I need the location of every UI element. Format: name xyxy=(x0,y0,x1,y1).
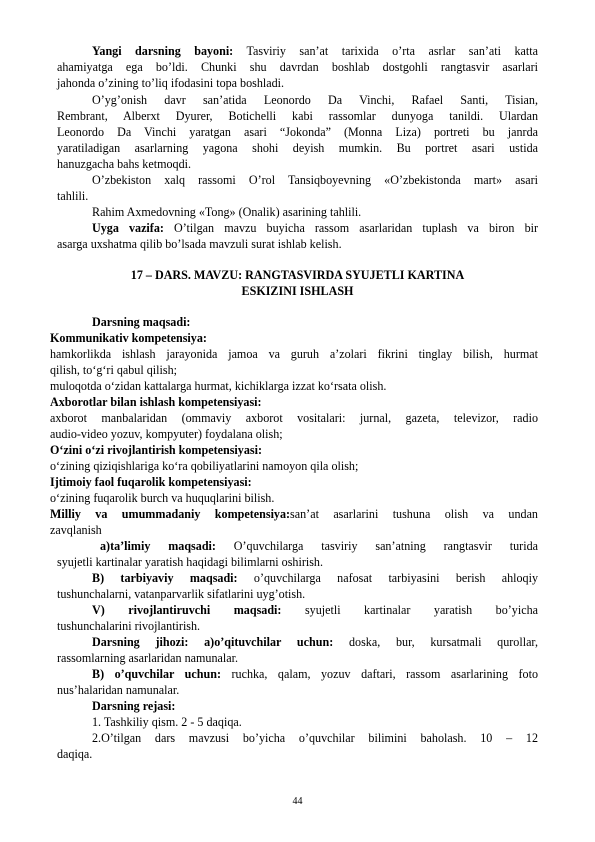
text: O’tilgan mavzu buyicha rassom asarlaridan tuplash va biron bir xyxy=(174,221,539,235)
homework-line-1 xyxy=(92,221,538,237)
text: san’at asarlarini tushuna olish va undan xyxy=(290,507,538,521)
aim-b-line-1 xyxy=(92,571,538,587)
text-line: jahonda o’zining to’liq ifodasini topa boshladi. xyxy=(57,76,285,90)
lesson-heading-line-2: ESKIZINI ISHLASH xyxy=(241,284,354,298)
national-title: Milliy va umummadaniy kompetensiya: xyxy=(50,507,291,521)
lesson-heading-line-1: 17 – DARS. MAVZU: RANGTASVIRDA SYUJETLI KARTINA xyxy=(130,268,465,282)
text-line: asarga uxshatma qilib bo’lsada mavzuli surat ishlab kelish. xyxy=(57,237,342,251)
text-line: muloqotda o‘zidan kattalarga hurmat, kichiklarga izzat ko‘rsata olish. xyxy=(50,379,387,393)
national-line-1 xyxy=(50,507,538,523)
text-line: hamkorlikda ishlash jarayonida jamoa va guruh a’zolari fikrini tinglay bilish, hurmat xyxy=(50,347,538,361)
text-line: O’zbekiston xalq rassomi O’rol Tansiqboyevning «O’zbekistonda mart» asari xyxy=(92,173,538,187)
social-title: Ijtimoiy faol fuqarolik kompetensiyasi: xyxy=(50,475,252,489)
text: ruchka, qalam, yozuv daftari, rassom asarlarining foto xyxy=(231,667,538,681)
text-line: tushunchalarni, vatanparvarlik sifatlarini uyg’otish. xyxy=(57,587,306,601)
equipment-b-label: B) o’quvchilar uchun: xyxy=(92,667,221,681)
aim-b-label: B) tarbiyaviy maqsadi: xyxy=(92,571,238,585)
plan-title: Darsning rejasi: xyxy=(92,699,176,713)
page-number: 44 xyxy=(292,796,303,807)
text: O’quvchilarga tasviriy san’atning rangtasvir turida xyxy=(233,539,538,553)
label-new-lesson: Yangi darsning bayoni: xyxy=(92,44,234,58)
aim-a-label: a)ta’limiy maqsadi: xyxy=(100,539,216,553)
text-line: Rahim Axmedovning «Tong» (Onalik) asarining tahlili. xyxy=(92,205,362,219)
self-dev-title: O‘zini o‘zi rivojlantirish kompetensiyasi: xyxy=(50,443,262,457)
text-line: o‘zining qiziqishlariga ko‘ra qobiliyatlarini namoyon qila olish; xyxy=(50,459,359,473)
equipment-b-line-1 xyxy=(92,667,538,683)
text-line: tushunchalarini rivojlantirish. xyxy=(57,619,201,633)
text-line: Leonordo Da Vinchi yaratgan asari “Jokonda” (Monna Liza) portreti bu janrda xyxy=(57,125,538,139)
equipment-a-label: Darsning jihozi: a)o’qituvchilar uchun: xyxy=(92,635,334,649)
text-line: ahamiyatga ega bo’ldi. Chunki shu davrdan boshlab dostgohli rangtasvir asarlari xyxy=(57,60,538,74)
text-line: nus’halaridan namunalar. xyxy=(57,683,180,697)
text: syujetli kartinalar yaratish bo’yicha xyxy=(304,603,538,617)
plan-item-1: 1. Tashkiliy qism. 2 - 5 daqiqa. xyxy=(92,715,242,729)
text-line: daqiqa. xyxy=(57,747,93,761)
aim-v-line-1 xyxy=(92,603,538,619)
text-line: hanuzgacha bahs ketmoqdi. xyxy=(57,157,191,171)
text: o’quvchilarga nafosat tarbiyasini berish ahloqiy xyxy=(253,571,538,585)
text-line: rassomlarning asarlaridan namunalar. xyxy=(57,651,239,665)
text-line: o‘zining fuqarolik burch va huquqlarini bilish. xyxy=(50,491,275,505)
text: doska, bur, kursatmali qurollar, xyxy=(348,635,539,649)
komm-title: Kommunikativ kompetensiya: xyxy=(50,331,207,345)
paragraph-new-lesson-line-1 xyxy=(92,44,538,60)
text-line: tahlili. xyxy=(57,189,89,203)
plan-item-2: 2.O’tilgan dars mavzusi bo’yicha o’quvchilar bilimini baholash. 10 – 12 xyxy=(92,731,538,745)
text-line: zavqlanish xyxy=(50,523,102,537)
equipment-line-1 xyxy=(92,635,538,651)
text-line: Rembrant, Alberxt Dyurer, Botichelli kabi rassomlar dunyoga tanildi. Ulardan xyxy=(57,109,538,123)
aim-v-label: V) rivojlantiruvchi maqsadi: xyxy=(92,603,282,617)
text-line: audio-video yozuv, kompyuter) foydalana olish; xyxy=(50,427,283,441)
text-line: qilish, to‘g‘ri qabul qilish; xyxy=(50,363,177,377)
axb-title: Axborotlar bilan ishlash kompetensiyasi: xyxy=(50,395,262,409)
text: Tasviriy san’at tarixida o’rta asrlar san’ati katta xyxy=(246,44,538,58)
text-line: syujetli kartinalar yaratish haqidagi bilimlarni oshirish. xyxy=(57,555,324,569)
text-line: yaratiladigan asarlarning yagona shohi deyish mumkin. Bu portret asari ustida xyxy=(57,141,538,155)
goals-title: Darsning maqsadi: xyxy=(92,315,191,329)
aim-a-line-1 xyxy=(100,539,538,555)
text-line: O’yg’onish davr san’atida Leonordo Da Vinchi, Rafael Santi, Tisian, xyxy=(92,93,538,107)
text-line: axborot manbalaridan (ommaviy axborot vositalari: jurnal, gazeta, televizor, radio xyxy=(50,411,538,425)
label-homework: Uyga vazifa: xyxy=(92,221,164,235)
